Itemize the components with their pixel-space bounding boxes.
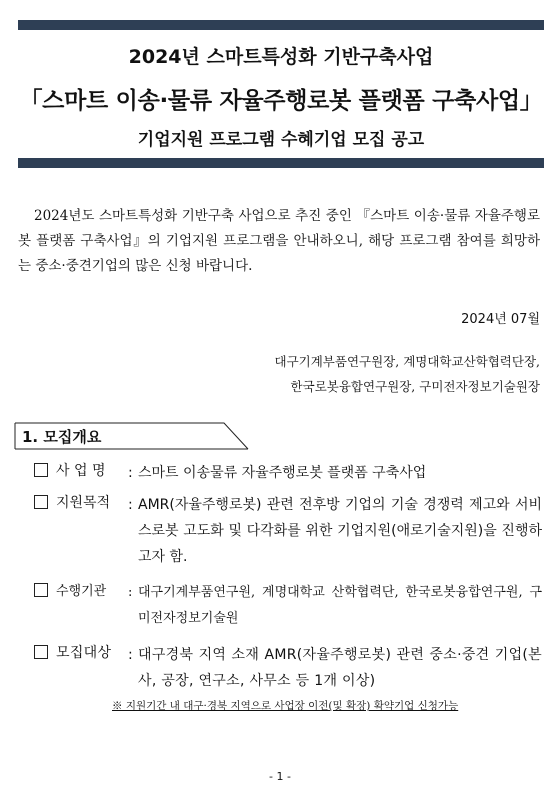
organizations-line-2: 한국로봇융합연구원장, 구미전자정보기술원장 [290, 379, 540, 394]
item-label: 지원목적 [56, 495, 111, 511]
title-line-1: 2024년 스마트특성화 기반구축사업 [128, 46, 434, 68]
checkbox-square-icon [34, 645, 48, 659]
section-heading [14, 422, 250, 450]
header-bottom-bar [18, 158, 544, 168]
checkbox-square-icon [34, 583, 48, 597]
checkbox-square-icon [34, 463, 48, 477]
item-value-text: AMR(자율주행로봇) 관련 전후방 기업의 기술 경쟁력 제고와 서비스로봇 고도화 및 다각화를 위한 기업지원(애로기술지원)을 진행하고자 함. [138, 497, 542, 565]
item-value: : AMR(자율주행로봇) 관련 전후방 기업의 기술 경쟁력 제고와 서비스로봇 고도화 및 다각화를 위한 기업지원(애로기술지원)을 진행하고자 함. [128, 497, 542, 565]
page-number: - 1 - [269, 770, 291, 783]
header-top-bar [18, 20, 544, 30]
item-label: 수행기관 [56, 584, 107, 599]
item-value: : 대구경북 지역 소재 AMR(자율주행로봇) 관련 중소·중견 기업(본사, 공장, 연구소, 사무소 등 1개 이상) [128, 647, 542, 689]
title-line-3: 기업지원 프로그램 수혜기업 모집 공고 [137, 130, 425, 150]
item-value-text: 대구기계부품연구원, 계명대학교 산학협력단, 한국로봇융합연구원, 구미전자정보기술원 [138, 585, 542, 626]
section-title: 1. 모집개요 [22, 428, 102, 446]
item-label: 모집대상 [56, 645, 112, 661]
organizations-line-1: 대구기계부품연구원장, 계명대학교산학협력단장, [274, 354, 540, 369]
item-label: 사 업 명 [56, 463, 106, 479]
checkbox-square-icon [34, 495, 48, 509]
item-value: : 대구기계부품연구원, 계명대학교 산학협력단, 한국로봇융합연구원, 구미전자정보기술원 [128, 585, 542, 626]
eligibility-note: ※ 지원기간 내 대구·경북 지역으로 사업장 이전(및 확장) 확약기업 신청가능 [112, 700, 459, 712]
item-value-text: 스마트 이송물류 자율주행로봇 플랫폼 구축사업 [138, 465, 427, 481]
item-value-text: 대구경북 지역 소재 AMR(자율주행로봇) 관련 중소·중견 기업(본사, 공장, 연구소, 사무소 등 1개 이상) [138, 647, 542, 689]
title-line-2: 「스마트 이송·물류 자율주행로봇 플랫폼 구축사업」 [19, 88, 543, 114]
intro-paragraph: 2024년도 스마트특성화 기반구축 사업으로 추진 중인 『스마트 이송·물류 자율주행로봇 플랫폼 구축사업』의 기업지원 프로그램을 안내하오니, 해당 프로그램 참여를 희망하는 중소·중견기업의 많은 신청 바랍니다. [18, 208, 540, 274]
item-value: : 스마트 이송물류 자율주행로봇 플랫폼 구축사업 [128, 465, 427, 481]
announcement-date: 2024년 07월 [461, 312, 540, 327]
